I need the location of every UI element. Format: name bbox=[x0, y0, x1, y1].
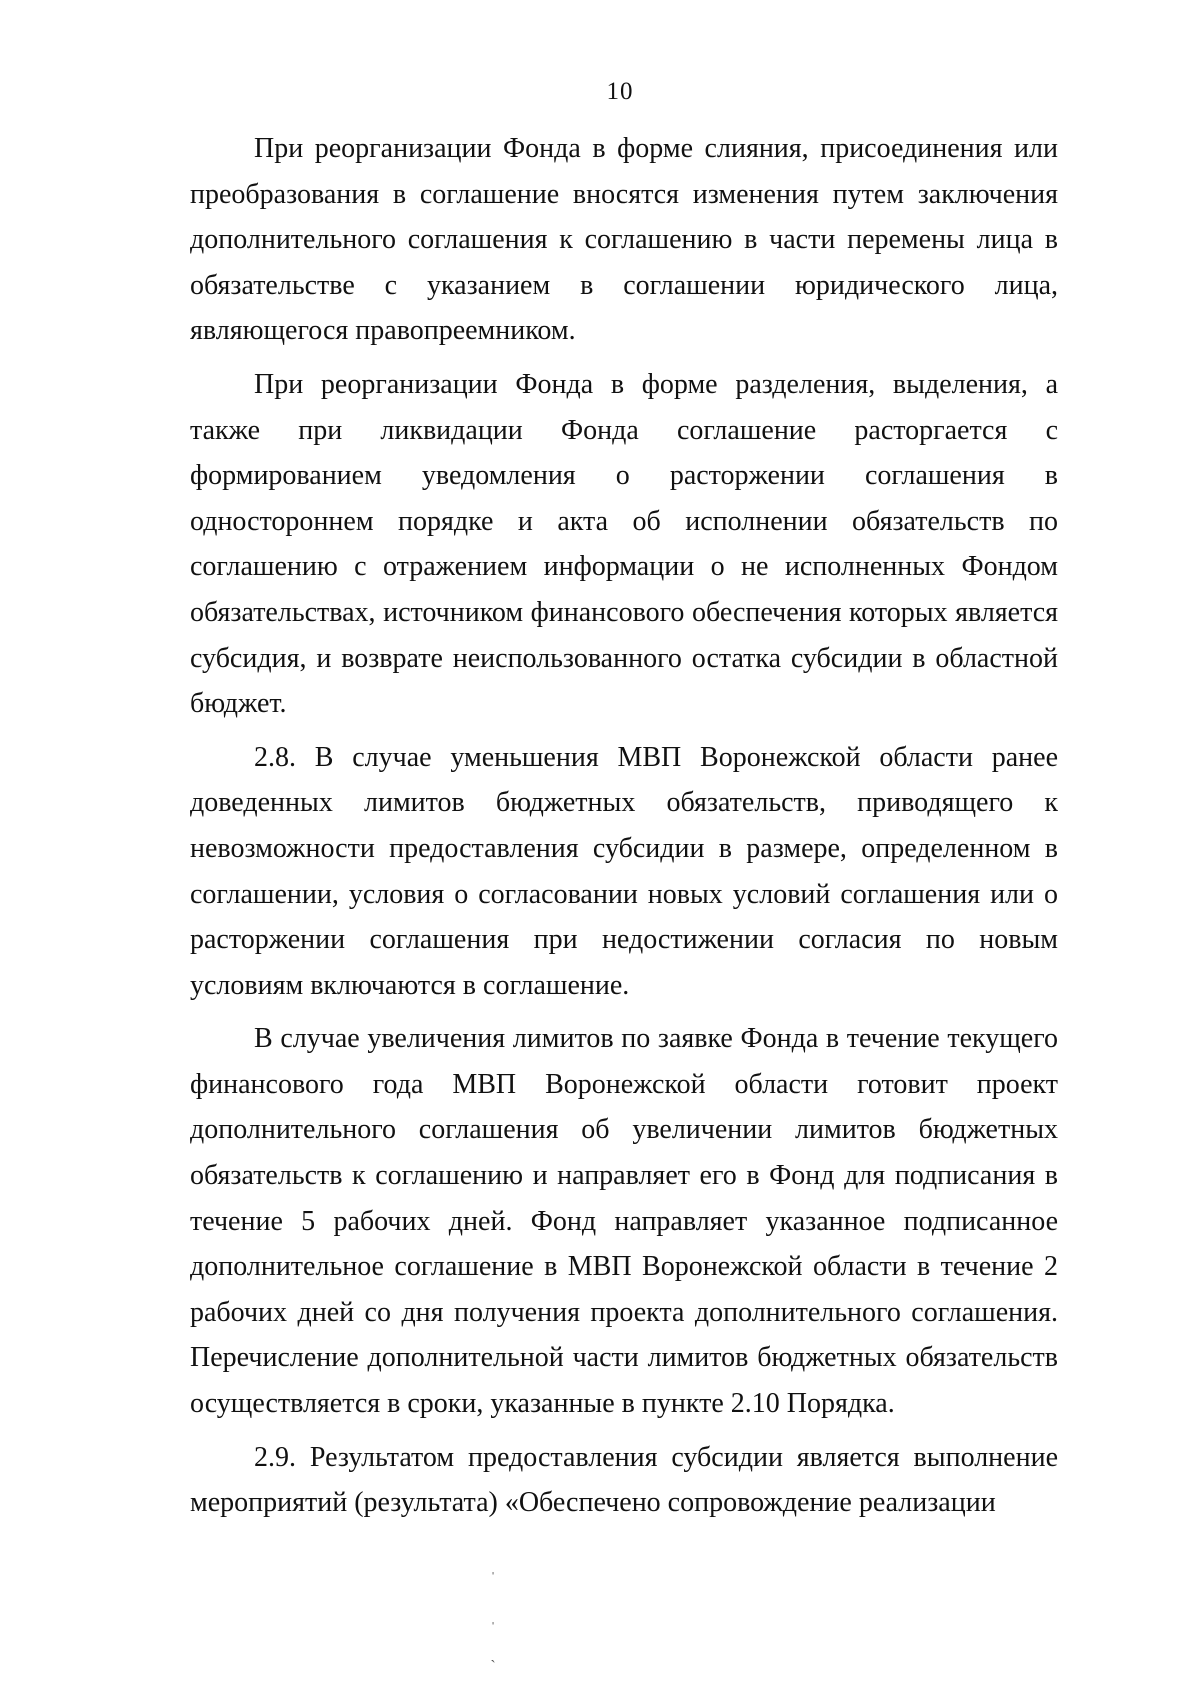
page-number: 10 bbox=[606, 78, 634, 105]
paragraph-2-9-result: 2.9. Результатом предоставления субсидии является выполнение мероприятий (результата) «Обеспечено сопровождение реализации bbox=[190, 1441, 1058, 1519]
document-body bbox=[190, 126, 1058, 1526]
paragraph-limit-increase: В случае увеличения лимитов по заявке Фонда в течение текущего финансового года МВП Воронежской области готовит проект дополнительного соглашения об увеличении лимитов бюджетных обязательств к соглашению и направляет его в Фонд для подписания в течение 5 рабочих дней. Фонд направляет указанное подписанное дополнительное соглашение в МВП Воронежской области в течение 2 рабочих дней со дня получения проекта дополнительного соглашения. Перечисление дополнительной части лимитов бюджетных обязательств осуществляется в сроки, указанные в пункте 2.10 Порядка. bbox=[190, 1023, 1058, 1420]
paragraph-reorganization-merger: При реорганизации Фонда в форме слияния, присоединения или преобразования в соглашение вносятся изменения путем заключения дополнительного соглашения к соглашению в части перемены лица в обязательстве с указанием в соглашении юридического лица, являющегося правопреемником. bbox=[190, 133, 1058, 347]
scan-artifacts bbox=[478, 1560, 508, 1674]
paragraph-reorganization-division: При реорганизации Фонда в форме разделения, выделения, а также при ликвидации Фонда соглашение расторгается с формированием уведомления о расторжении соглашения в одностороннем порядке и акта об исполнении обязательств по соглашению с отражением информации о не исполненных Фондом обязательствах, источником финансового обеспечения которых является субсидия, и возврате неиспользованного остатка субсидии в областной бюджет. bbox=[190, 368, 1058, 720]
scan-speck: ˈ bbox=[490, 1570, 496, 1587]
scan-speck: ˌ bbox=[490, 1608, 496, 1625]
paragraph-2-8-limit-reduction: 2.8. В случае уменьшения МВП Воронежской области ранее доведенных лимитов бюджетных обязательств, приводящего к невозможности предоставления субсидии в размере, определенном в соглашении, условия о согласовании новых условий соглашения или о расторжении соглашения при недостижении согласия по новым условиям включаются в соглашение. bbox=[190, 741, 1058, 1001]
scan-speck: ˏ bbox=[490, 1646, 496, 1663]
